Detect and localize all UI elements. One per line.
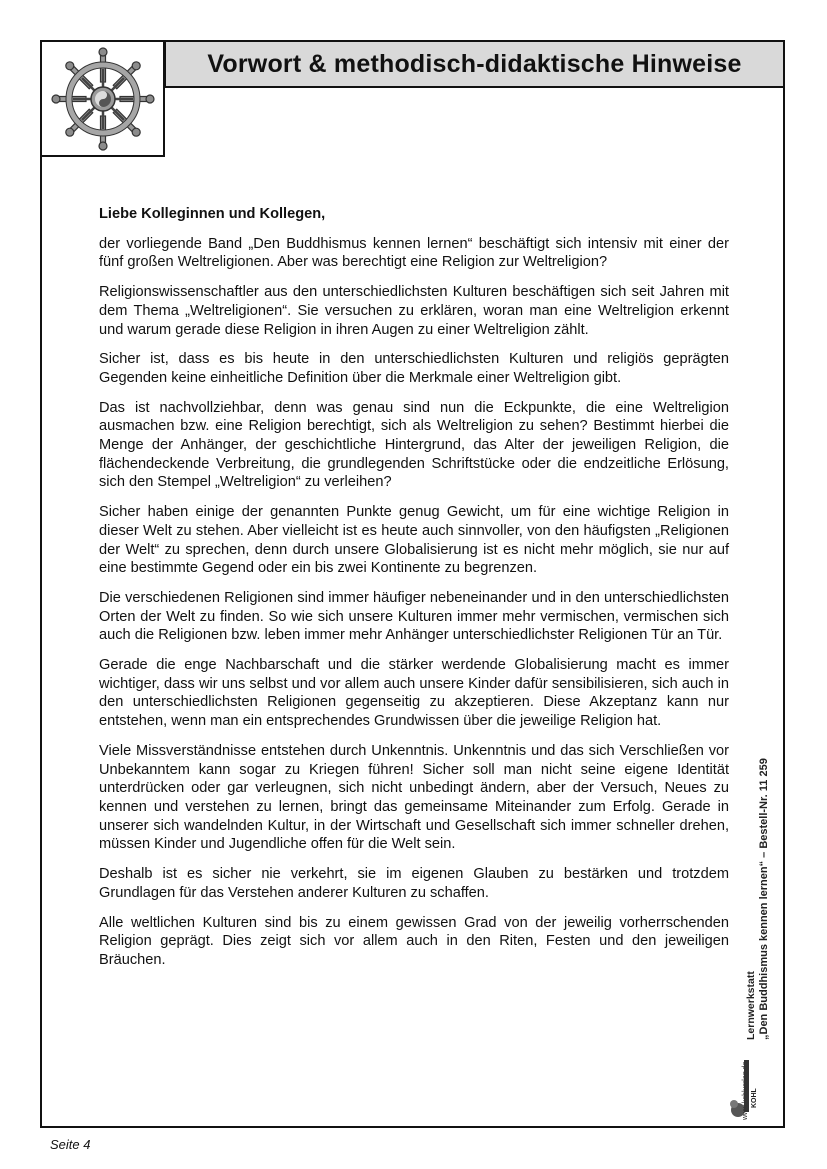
page-title: Vorwort & methodisch-didaktische Hinweise: [207, 49, 742, 78]
paragraph: Sicher ist, dass es bis heute in den unterschiedlichsten Kulturen und religiös geprägten Gegenden keine einheitliche Definition über die Merkmale einer Weltreligion gibt.: [99, 351, 729, 386]
salutation: Liebe Kolleginnen und Kollegen,: [99, 206, 326, 222]
paragraph: Sicher haben einige der genannten Punkte genug Gewicht, um für eine wichtige Religion in dieser Welt zu stehen. Aber vielleicht ist es heute auch sinnvoller, von den häufigsten „Religionen der Welt“ zu sprechen, denn durch unsere Globalisierung ist es nicht mehr möglich, sie nur auf eine bestimmte Gegend oder ein bis zwei Kontinente zu begrenzen.: [99, 504, 729, 577]
body-text: [99, 205, 729, 981]
logo-box: [40, 40, 165, 157]
page-number: Seite 4: [50, 1137, 91, 1152]
paragraph: Deshalb ist es sicher nie verkehrt, sie im eigenen Glauben zu bestärken und trotzdem Grundlagen für das Verstehen anderer Kulturen zu schaffen.: [99, 866, 729, 901]
sidebar-line-2: „Den Buddhismus kennen lernen“ – Bestell-Nr. 11 259: [758, 758, 770, 1040]
paragraph: Alle weltlichen Kulturen sind bis zu einem gewissen Grad von der jeweilig vorherrschenden Religion geprägt. Dies zeigt sich vor allem auch in den Riten, Festen und den jeweiligen Bräuchen.: [99, 914, 729, 968]
paragraph: Die verschiedenen Religionen sind immer häufiger nebeneinander und in den unterschiedlichsten Orten der Welt zu finden. So wie sich unsere Kulturen immer mehr vermischen, vermischen sich auch die Religionen bzw. leben immer mehr Anhänger unterschiedlichster Religionen Tür an Tür.: [99, 589, 729, 644]
paragraph: der vorliegende Band „Den Buddhismus kennen lernen“ beschäftigt sich intensiv mit einer der fünf großen Weltreligionen. Aber was berechtigt eine Religion zur Weltreligion?: [99, 235, 729, 271]
paragraph: Gerade die enge Nachbarschaft und die stärker werdende Globalisierung macht es immer wichtiger, dass wir uns selbst und vor allem auch unsere Kinder dafür sensibilisieren, sich auch in den unterschiedlichsten Religionen gegenseitig zu akzeptieren. Diese Akzeptanz kann nur entstehen, wenn man ein entsprechendes Grundwissen über die jeweilige Religion hat.: [99, 657, 729, 730]
sidebar-line-1: Lernwerkstatt: [745, 971, 757, 1040]
sidebar-order-info: [745, 680, 785, 1040]
paragraph: Viele Missverständnisse entstehen durch Unkenntnis. Unkenntnis und das sich Verschließen vor Unbekanntem kann sogar zu Kriegen führen! Sicher soll man nicht seine eigene Identität unterdrücken oder gar verleugnen, sich nicht unbedingt ändern, aber der Versuch, Neues zu kennen und verstehen zu lernen, bringt das gemeinsame Miteinander zum Erfolg. Gerade in unserer sich wandelnden Kultur, in der Wirtschaft und Gesellschaft sich immer schneller drehen, müssen Kinder und Jugendliche offen für die Welt sein.: [99, 742, 729, 853]
paragraph: Religionswissenschaftler aus den unterschiedlichsten Kulturen beschäftigen sich seit Jahren mit dem Thema „Weltreligionen“. Sie versuchen zu erklären, woran man eine Weltreligion erkennt und warum gerade diese Religion in ihren Augen zu einer Weltreligion zählt.: [99, 284, 729, 338]
paragraph: Das ist nachvollziehbar, denn was genau sind nun die Eckpunkte, die eine Weltreligion ausmachen bzw. eine Religion berechtigt, sich als Weltreligion zu sehen? Bestimmt hierbei die Menge der Anhänger, der geschichtliche Hintergrund, das Alter der jeweiligen Religion, die flächendeckende Verbreitung, die grundlegenden Schriftstücke oder die endzeitliche Erlösung, sich den Stempel „Weltreligion“ zu verleihen?: [99, 399, 729, 491]
dharma-wheel-icon: [51, 47, 155, 151]
publisher-name: KOHL: [751, 1088, 758, 1108]
title-bar: [164, 40, 785, 88]
publisher-url: www.kohlverlag.de: [742, 1061, 749, 1120]
